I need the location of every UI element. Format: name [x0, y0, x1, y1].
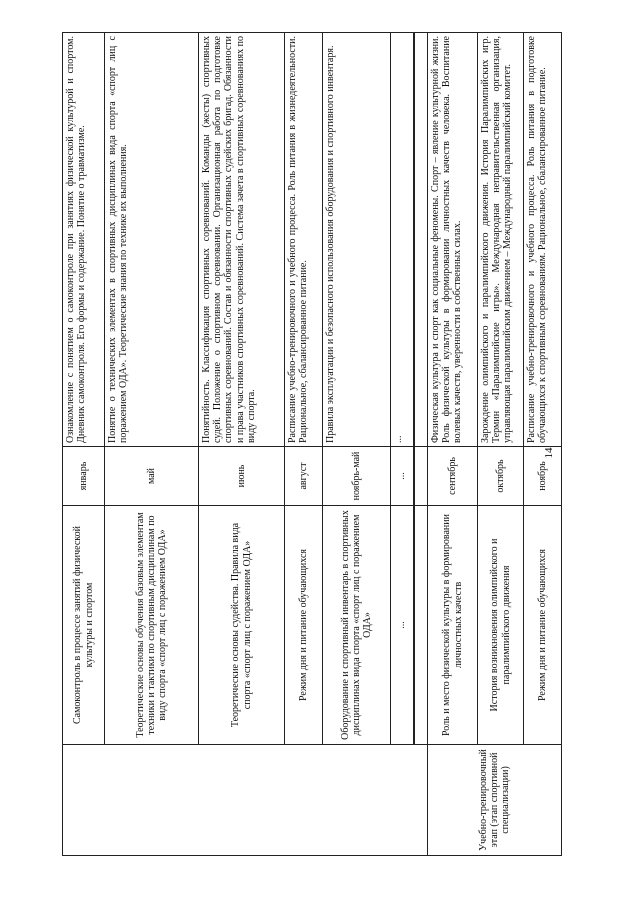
table-row [323, 33, 391, 856]
topic-cell [414, 506, 428, 745]
topic-cell: Роль и место физической культуры в формировании личностных качеств [428, 506, 478, 745]
content-cell: Зарождение олимпийского и паралимпийского движения. История Паралимпийских игр. Термин «Паралимпийские игры». Международная неправительственная организация, управляющая паралимпийским движением – Международный паралимпийский комитет. [478, 33, 524, 447]
table-row [285, 33, 323, 856]
table-row [199, 33, 285, 856]
topic-cell: Режим дня и питание обучающихся [524, 506, 562, 745]
month-cell: ноябрь [524, 447, 562, 506]
table-row [63, 33, 105, 856]
program-table [62, 32, 562, 856]
month-cell: сентябрь [428, 447, 478, 506]
page-number: 14 [543, 447, 555, 459]
content-cell: Расписание учебно-тренировочного и учебного процесса. Роль питания в подготовке обучающихся к спортивным соревнованиям. Рациональное, сбалансированное питание. [524, 33, 562, 447]
topic-cell: Теоретические основы судейства. Правила вида спорта «спорт лиц с поражением ОДА» [199, 506, 285, 745]
topic-cell: Оборудование и спортивный инвентарь в спортивных дисциплинах вида спорта «спорт лиц с поражением ОДА» [323, 506, 391, 745]
content-cell: ... [391, 33, 415, 447]
month-cell: январь [63, 447, 105, 506]
month-cell: июнь [199, 447, 285, 506]
content-cell [414, 33, 428, 447]
stage-cell: Учебно-тренировочный этап (этап спортивной специализации) [428, 745, 562, 856]
month-cell: август [285, 447, 323, 506]
table-row [105, 33, 199, 856]
topic-cell: Режим дня и питание обучающихся [285, 506, 323, 745]
topic-cell: Теоретические основы обучения базовым элементам техники и тактики по спортивным дисциплинам по виду спорта «спорт лиц с поражением ОДА» [105, 506, 199, 745]
content-cell: Правила эксплуатации и безопасного использования оборудования и спортивного инвентаря. [323, 33, 391, 447]
topic-cell: История возникновения олимпийского и паралимпийского движения [478, 506, 524, 745]
month-cell: октябрь [478, 447, 524, 506]
month-cell: ... [391, 447, 415, 506]
content-cell: Физическая культура и спорт как социальные феномены. Спорт – явление культурной жизни. Роль физической культуры в формировании личностных качеств человека. Воспитание волевых качеств, уверенности в собственных силах. [428, 33, 478, 447]
month-cell: ноябрь-май [323, 447, 391, 506]
topic-cell: ... [391, 506, 415, 745]
table-separator-row [414, 33, 428, 856]
content-cell: Расписание учебно-тренировочного и учебного процесса. Роль питания в жизнедеятельности. Рациональное, сбалансированное питание. [285, 33, 323, 447]
topic-cell: Самоконтроль в процессе занятий физической культуры и спортом [63, 506, 105, 745]
table-row [428, 33, 478, 856]
table-row [478, 33, 524, 856]
content-cell: Ознакомление с понятием о самоконтроле при занятиях физической культурой и спортом. Дневник самоконтроля. Его формы и содержание. Понятие о травматизме. [63, 33, 105, 447]
stage-cell [63, 745, 428, 856]
month-cell [414, 447, 428, 506]
content-cell: Понятийность. Классификация спортивных соревнований. Команды (жесты) спортивных судей. Положение о спортивном соревновании. Организационная работа по подготовке спортивных соревнований. Состав и обязанности спортивных судейских бригад. Обязанности и права участников спортивных соревнований. Система зачета в спортивных соревнованиях по виду спорта. [199, 33, 285, 447]
table-row [524, 33, 562, 856]
table-row [391, 33, 415, 856]
month-cell: май [105, 447, 199, 506]
content-cell: Понятие о технических элементах в спортивных дисциплинах вида спорта «спорт лиц с поражением ОДА». Теоретические знания по технике их выполнения. [105, 33, 199, 447]
